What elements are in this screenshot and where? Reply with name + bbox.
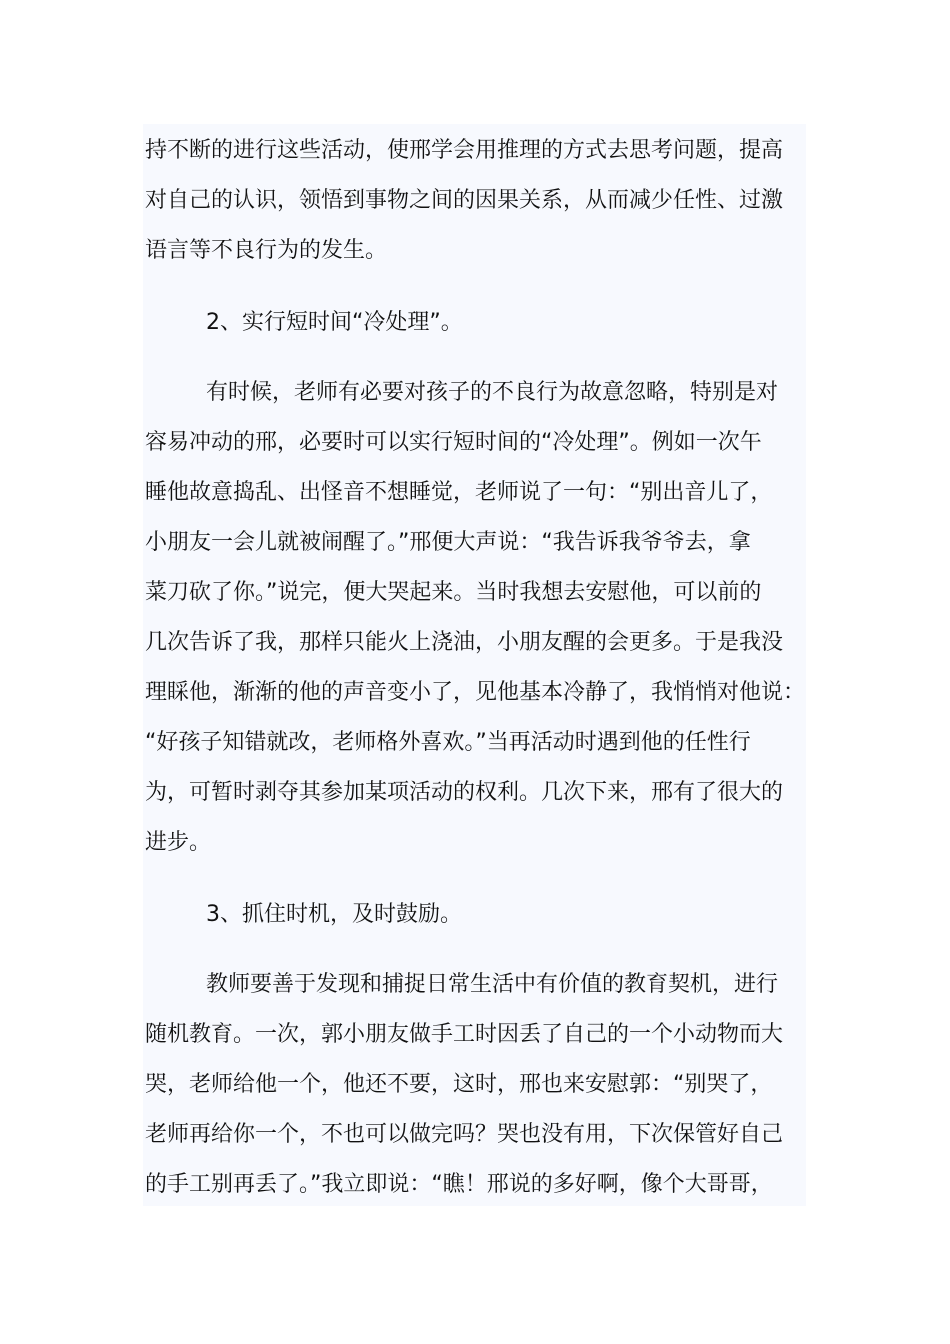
body-line-1: 持不断的进行这些活动，使邢学会用推理的方式去思考问题，提高 — [145, 138, 784, 163]
body-line-12: 为，可暂时剥夺其参加某项活动的权利。几次下来，邢有了很大的 — [145, 780, 784, 805]
body-line-4: 有时候，老师有必要对孩子的不良行为故意忽略，特别是对 — [206, 380, 779, 405]
body-line-9: 几次告诉了我，那样只能火上浇油，小朋友醒的会更多。于是我没 — [145, 630, 784, 655]
body-line-6: 睡他故意捣乱、出怪音不想睡觉，老师说了一句：“别出音儿了， — [145, 480, 773, 505]
body-line-11: “好孩子知错就改，老师格外喜欢。”当再活动时遇到他的任性行 — [145, 730, 751, 755]
section-heading-2: 2、实行短时间“冷处理”。 — [206, 310, 463, 335]
body-line-15: 随机教育。一次，郭小朋友做手工时因丢了自己的一个小动物而大 — [145, 1022, 784, 1047]
body-line-13: 进步。 — [145, 830, 212, 855]
body-line-2: 对自己的认识，领悟到事物之间的因果关系，从而减少任性、过激 — [145, 188, 784, 213]
body-line-7: 小朋友一会儿就被闹醒了。”邢便大声说：“我告诉我爷爷去，拿 — [145, 530, 751, 555]
body-line-17: 老师再给你一个，不也可以做完吗？哭也没有用，下次保管好自己 — [145, 1122, 784, 1147]
body-line-3: 语言等不良行为的发生。 — [145, 238, 388, 263]
body-line-5: 容易冲动的邢，必要时可以实行短时间的“冷处理”。例如一次午 — [145, 430, 762, 455]
section-heading-3: 3、抓住时机，及时鼓励。 — [206, 902, 462, 927]
body-line-10: 理睬他，渐渐的他的声音变小了，见他基本冷静了，我悄悄对他说： — [145, 680, 806, 705]
body-line-16: 哭，老师给他一个，他还不要，这时，邢也来安慰郭：“别哭了， — [145, 1072, 773, 1097]
body-line-8: 菜刀砍了你。”说完，便大哭起来。当时我想去安慰他，可以前的 — [145, 580, 762, 605]
body-line-18: 的手工别再丢了。”我立即说：“瞧！邢说的多好啊，像个大哥哥， — [145, 1172, 773, 1197]
body-line-14: 教师要善于发现和捕捉日常生活中有价值的教育契机，进行 — [206, 972, 779, 997]
